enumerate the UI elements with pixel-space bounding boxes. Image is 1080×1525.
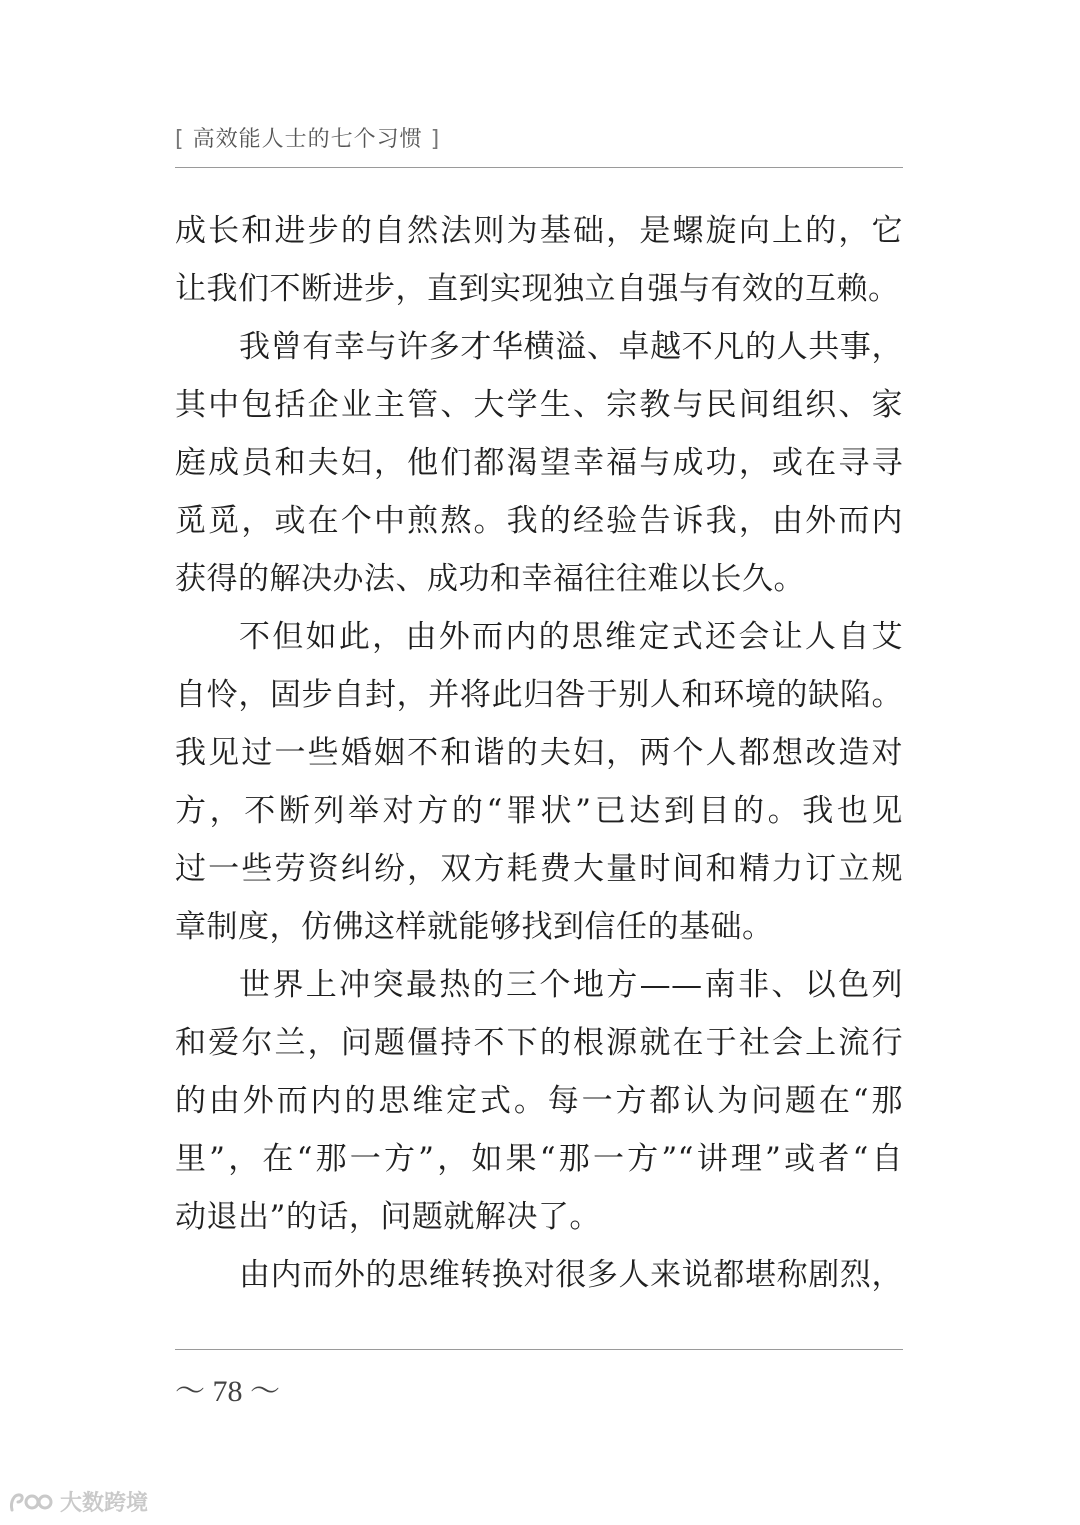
text-line: 获得的解决办法、成功和幸福往往难以长久。 — [175, 561, 805, 597]
running-head-bracket-open: [ — [175, 127, 185, 152]
running-head-bracket-close: ] — [430, 127, 441, 152]
book-title: 高效能人士的七个习惯 — [192, 127, 423, 152]
text-line: 我见过一些婚姻不和谐的夫妇，两个人都想改造对 — [175, 735, 903, 771]
text-line: 成长和进步的自然法则为基础，是螺旋向上的，它 — [175, 213, 903, 249]
text-line: 里”，在“那一方”，如果“那一方”“讲理”或者“自 — [175, 1141, 903, 1177]
text-line: 由内而外的思维转换对很多人来说都堪称剧烈， — [239, 1257, 903, 1293]
text-line: 其中包括企业主管、大学生、宗教与民间组织、家 — [175, 387, 903, 423]
text-line: 不但如此，由外而内的思维定式还会让人自艾 — [239, 619, 903, 655]
text-line: 过一些劳资纠纷，双方耗费大量时间和精力订立规 — [175, 851, 903, 887]
text-line: 让我们不断进步，直到实现独立自强与有效的互赖。 — [175, 271, 900, 307]
running-head — [175, 122, 440, 153]
brand-logo-icon — [8, 1490, 54, 1514]
text-line: 的由外而内的思维定式。每一方都认为问题在“那 — [175, 1083, 903, 1119]
text-line: 庭成员和夫妇，他们都渴望幸福与成功，或在寻寻 — [175, 445, 903, 481]
body-text — [175, 202, 903, 1304]
text-line: 觅觅，或在个中煎熬。我的经验告诉我，由外而内 — [175, 503, 903, 539]
page-number: ～ 78 ～ — [175, 1375, 280, 1408]
footer-rule — [175, 1349, 903, 1350]
text-line: 我曾有幸与许多才华横溢、卓越不凡的人共事， — [239, 329, 903, 365]
text-line: 方，不断列举对方的“罪状”已达到目的。我也见 — [175, 793, 903, 829]
text-line: 世界上冲突最热的三个地方——南非、以色列 — [239, 967, 903, 1003]
text-line: 动退出”的话，问题就解决了。 — [175, 1199, 601, 1235]
watermark-text: 大数跨境 — [60, 1491, 149, 1516]
text-line: 自怜，固步自封，并将此归咎于别人和环境的缺陷。 — [175, 677, 903, 713]
header-rule — [175, 167, 903, 168]
watermark — [8, 1486, 148, 1517]
text-line: 章制度，仿佛这样就能够找到信任的基础。 — [175, 909, 774, 945]
text-line: 和爱尔兰，问题僵持不下的根源就在于社会上流行 — [175, 1025, 903, 1061]
